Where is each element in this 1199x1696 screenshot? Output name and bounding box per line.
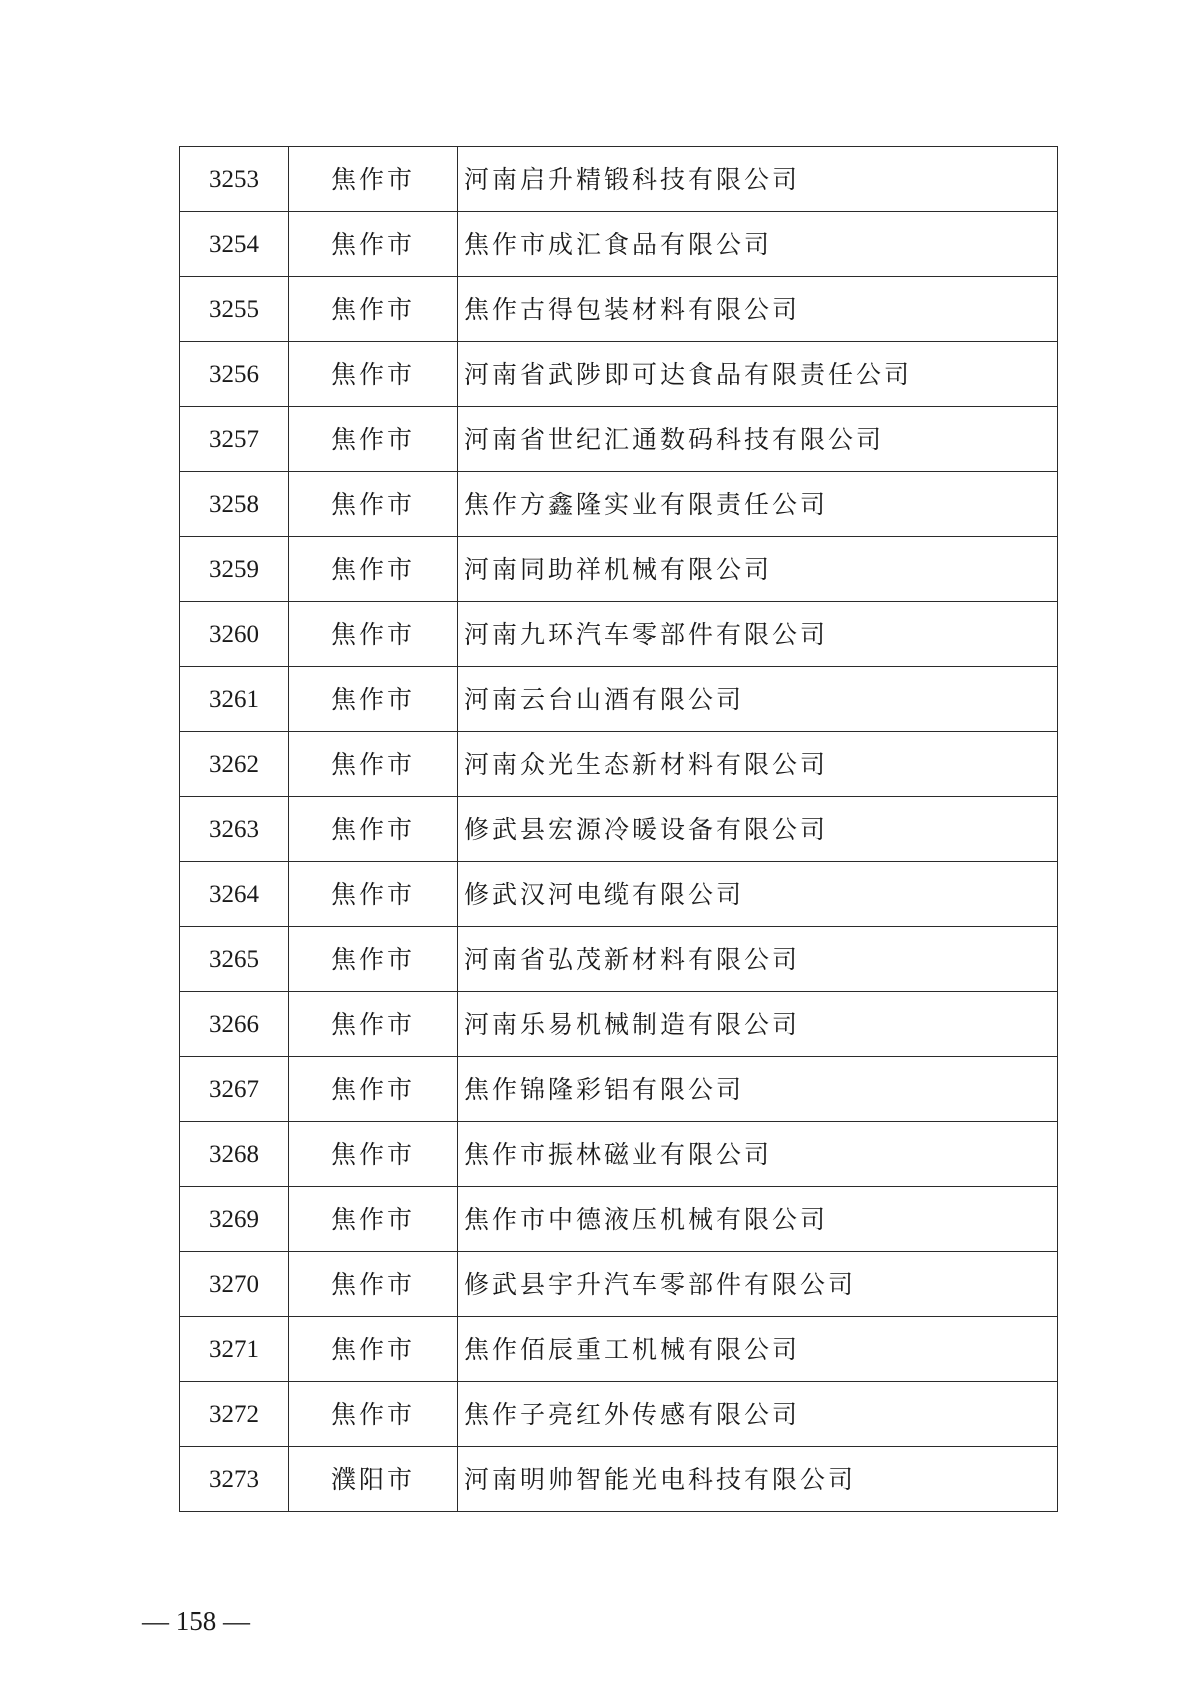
row-city: 焦作市 bbox=[289, 1057, 458, 1122]
table-row bbox=[180, 732, 1058, 797]
row-city: 焦作市 bbox=[289, 1252, 458, 1317]
row-number: 3254 bbox=[180, 212, 289, 277]
row-city: 焦作市 bbox=[289, 1317, 458, 1382]
table-row bbox=[180, 927, 1058, 992]
company-list-table bbox=[179, 146, 1058, 1512]
table-row bbox=[180, 147, 1058, 212]
row-number: 3253 bbox=[180, 147, 289, 212]
table-row bbox=[180, 1252, 1058, 1317]
table-row bbox=[180, 342, 1058, 407]
row-company: 河南九环汽车零部件有限公司 bbox=[458, 602, 1058, 667]
row-number: 3265 bbox=[180, 927, 289, 992]
row-company: 焦作锦隆彩铝有限公司 bbox=[458, 1057, 1058, 1122]
table-row bbox=[180, 1317, 1058, 1382]
row-number: 3255 bbox=[180, 277, 289, 342]
row-city: 焦作市 bbox=[289, 797, 458, 862]
row-city: 焦作市 bbox=[289, 407, 458, 472]
row-number: 3257 bbox=[180, 407, 289, 472]
table-body bbox=[180, 147, 1058, 1512]
row-number: 3258 bbox=[180, 472, 289, 537]
row-number: 3266 bbox=[180, 992, 289, 1057]
row-company: 焦作市振林磁业有限公司 bbox=[458, 1122, 1058, 1187]
row-city: 焦作市 bbox=[289, 147, 458, 212]
table-row bbox=[180, 667, 1058, 732]
row-number: 3260 bbox=[180, 602, 289, 667]
table-row bbox=[180, 1382, 1058, 1447]
row-company: 河南明帅智能光电科技有限公司 bbox=[458, 1447, 1058, 1512]
row-number: 3270 bbox=[180, 1252, 289, 1317]
row-city: 焦作市 bbox=[289, 862, 458, 927]
table-row bbox=[180, 602, 1058, 667]
row-company: 修武汉河电缆有限公司 bbox=[458, 862, 1058, 927]
table-row bbox=[180, 992, 1058, 1057]
row-number: 3261 bbox=[180, 667, 289, 732]
row-city: 焦作市 bbox=[289, 537, 458, 602]
row-city: 焦作市 bbox=[289, 1187, 458, 1252]
table-row bbox=[180, 1187, 1058, 1252]
row-company: 河南启升精锻科技有限公司 bbox=[458, 147, 1058, 212]
row-number: 3268 bbox=[180, 1122, 289, 1187]
table-row bbox=[180, 1057, 1058, 1122]
table-row bbox=[180, 797, 1058, 862]
row-company: 河南省世纪汇通数码科技有限公司 bbox=[458, 407, 1058, 472]
row-city: 焦作市 bbox=[289, 277, 458, 342]
row-company: 河南乐易机械制造有限公司 bbox=[458, 992, 1058, 1057]
row-city: 焦作市 bbox=[289, 602, 458, 667]
row-city: 焦作市 bbox=[289, 1122, 458, 1187]
table-row bbox=[180, 277, 1058, 342]
table-row bbox=[180, 407, 1058, 472]
row-company: 焦作方鑫隆实业有限责任公司 bbox=[458, 472, 1058, 537]
row-city: 焦作市 bbox=[289, 1382, 458, 1447]
table-row bbox=[180, 1447, 1058, 1512]
row-company: 河南同助祥机械有限公司 bbox=[458, 537, 1058, 602]
row-city: 焦作市 bbox=[289, 732, 458, 797]
row-company: 河南云台山酒有限公司 bbox=[458, 667, 1058, 732]
row-city: 焦作市 bbox=[289, 472, 458, 537]
row-number: 3269 bbox=[180, 1187, 289, 1252]
row-company: 焦作子亮红外传感有限公司 bbox=[458, 1382, 1058, 1447]
row-city: 濮阳市 bbox=[289, 1447, 458, 1512]
table-row bbox=[180, 537, 1058, 602]
row-number: 3272 bbox=[180, 1382, 289, 1447]
row-number: 3262 bbox=[180, 732, 289, 797]
row-number: 3267 bbox=[180, 1057, 289, 1122]
row-number: 3273 bbox=[180, 1447, 289, 1512]
row-city: 焦作市 bbox=[289, 927, 458, 992]
row-company: 河南省武陟即可达食品有限责任公司 bbox=[458, 342, 1058, 407]
row-city: 焦作市 bbox=[289, 212, 458, 277]
row-company: 河南省弘茂新材料有限公司 bbox=[458, 927, 1058, 992]
row-company: 修武县宇升汽车零部件有限公司 bbox=[458, 1252, 1058, 1317]
row-company: 焦作市中德液压机械有限公司 bbox=[458, 1187, 1058, 1252]
row-company: 河南众光生态新材料有限公司 bbox=[458, 732, 1058, 797]
table-row bbox=[180, 862, 1058, 927]
row-company: 修武县宏源冷暖设备有限公司 bbox=[458, 797, 1058, 862]
row-number: 3271 bbox=[180, 1317, 289, 1382]
row-number: 3264 bbox=[180, 862, 289, 927]
row-company: 焦作佰辰重工机械有限公司 bbox=[458, 1317, 1058, 1382]
row-number: 3263 bbox=[180, 797, 289, 862]
table-row bbox=[180, 212, 1058, 277]
row-city: 焦作市 bbox=[289, 342, 458, 407]
row-city: 焦作市 bbox=[289, 992, 458, 1057]
row-number: 3256 bbox=[180, 342, 289, 407]
row-number: 3259 bbox=[180, 537, 289, 602]
table-row bbox=[180, 1122, 1058, 1187]
row-company: 焦作市成汇食品有限公司 bbox=[458, 212, 1058, 277]
row-city: 焦作市 bbox=[289, 667, 458, 732]
page-number: — 158 — bbox=[142, 1606, 250, 1636]
table-row bbox=[180, 472, 1058, 537]
row-company: 焦作古得包装材料有限公司 bbox=[458, 277, 1058, 342]
